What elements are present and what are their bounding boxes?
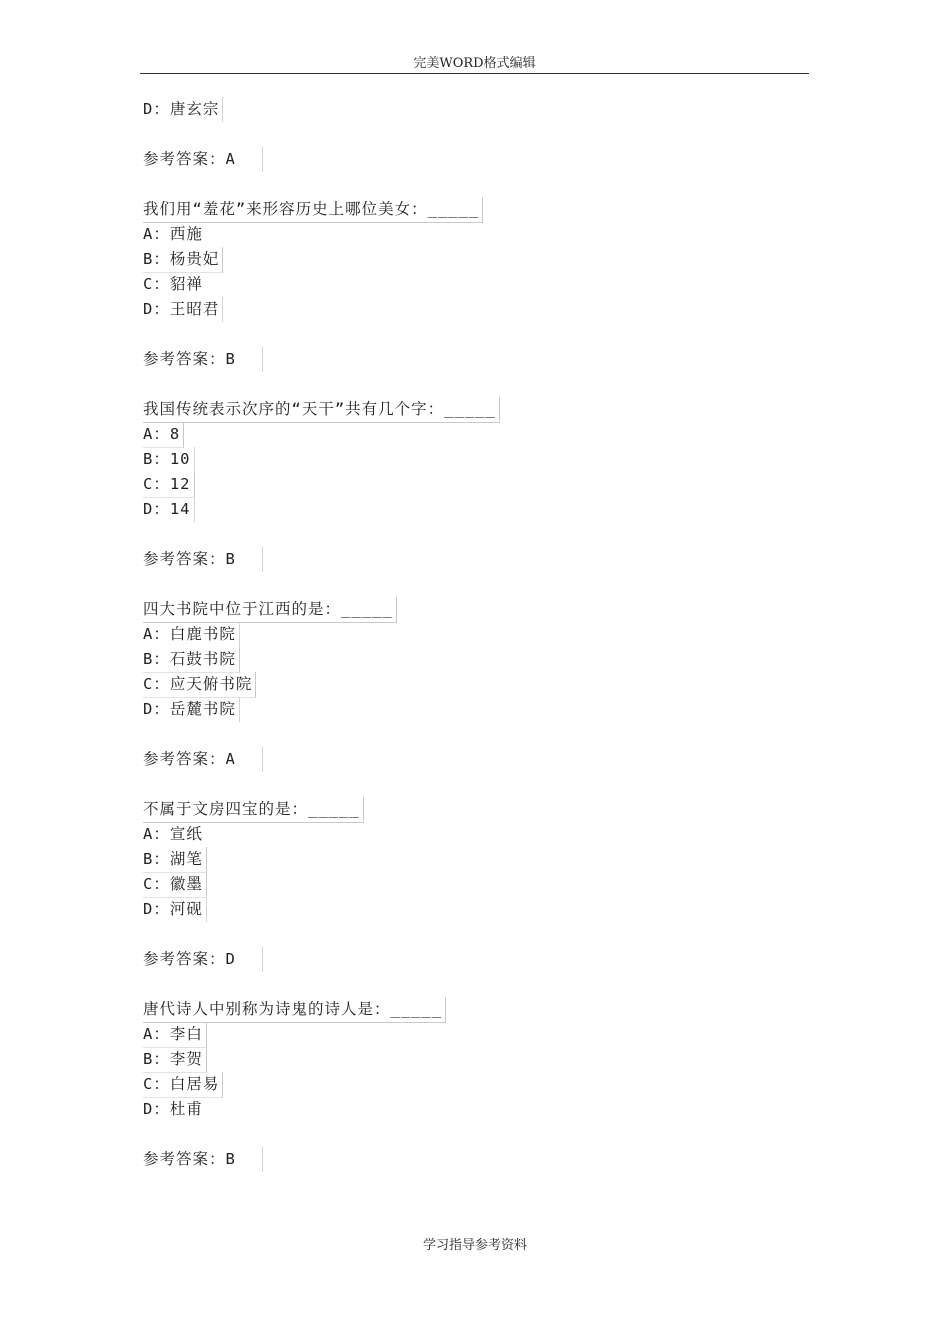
page-header: 完美WORD格式编辑 xyxy=(140,55,809,74)
option-d: D：岳麓书院 xyxy=(143,697,240,722)
option-b: B：杨贵妃 xyxy=(143,247,223,273)
question-text: 我国传统表示次序的“天干”共有几个字：_____ xyxy=(143,397,500,423)
option-a: A：8 xyxy=(143,422,184,448)
option-a: A：西施 xyxy=(143,225,203,243)
question-text: 四大书院中位于江西的是：_____ xyxy=(143,597,397,623)
option-b: B：李贺 xyxy=(143,1047,207,1073)
answer-line: 参考答案：B xyxy=(143,547,263,572)
option-b: B：湖笔 xyxy=(143,847,207,873)
option-a: A：白鹿书院 xyxy=(143,622,240,647)
answer-line: 参考答案：B xyxy=(143,1147,263,1172)
option-c: C：12 xyxy=(143,472,195,498)
answer-line: 参考答案：A xyxy=(143,747,263,772)
option-c: C：应天俯书院 xyxy=(143,672,256,698)
question-block xyxy=(143,597,803,797)
option-a: A：李白 xyxy=(143,1022,207,1048)
option-c: C：徽墨 xyxy=(143,872,207,898)
question-text: 不属于文房四宝的是：_____ xyxy=(143,797,364,823)
option-c: C：白居易 xyxy=(143,1072,223,1098)
question-text: 唐代诗人中别称为诗鬼的诗人是：_____ xyxy=(143,997,446,1023)
question-text: 我们用“羞花”来形容历史上哪位美女：_____ xyxy=(143,197,483,223)
option-d: D：河砚 xyxy=(143,897,207,922)
question-block xyxy=(143,197,803,397)
answer-line: 参考答案：B xyxy=(143,347,263,372)
option-a: A：宣纸 xyxy=(143,825,203,843)
option-d: D：14 xyxy=(143,497,195,522)
option-b: B：10 xyxy=(143,447,195,472)
document-body xyxy=(143,97,803,1172)
option-d: D：唐玄宗 xyxy=(143,97,223,122)
question-block xyxy=(143,997,803,1172)
question-block xyxy=(143,397,803,597)
page-footer: 学习指导参考资料 xyxy=(422,1238,527,1253)
answer-line: 参考答案：D xyxy=(143,947,263,972)
option-d: D：王昭君 xyxy=(143,297,223,322)
option-b: B：石鼓书院 xyxy=(143,647,240,673)
option-c: C：貂禅 xyxy=(143,275,203,293)
answer-line: 参考答案：A xyxy=(143,147,263,172)
question-block xyxy=(143,797,803,997)
option-d: D：杜甫 xyxy=(143,1100,203,1118)
